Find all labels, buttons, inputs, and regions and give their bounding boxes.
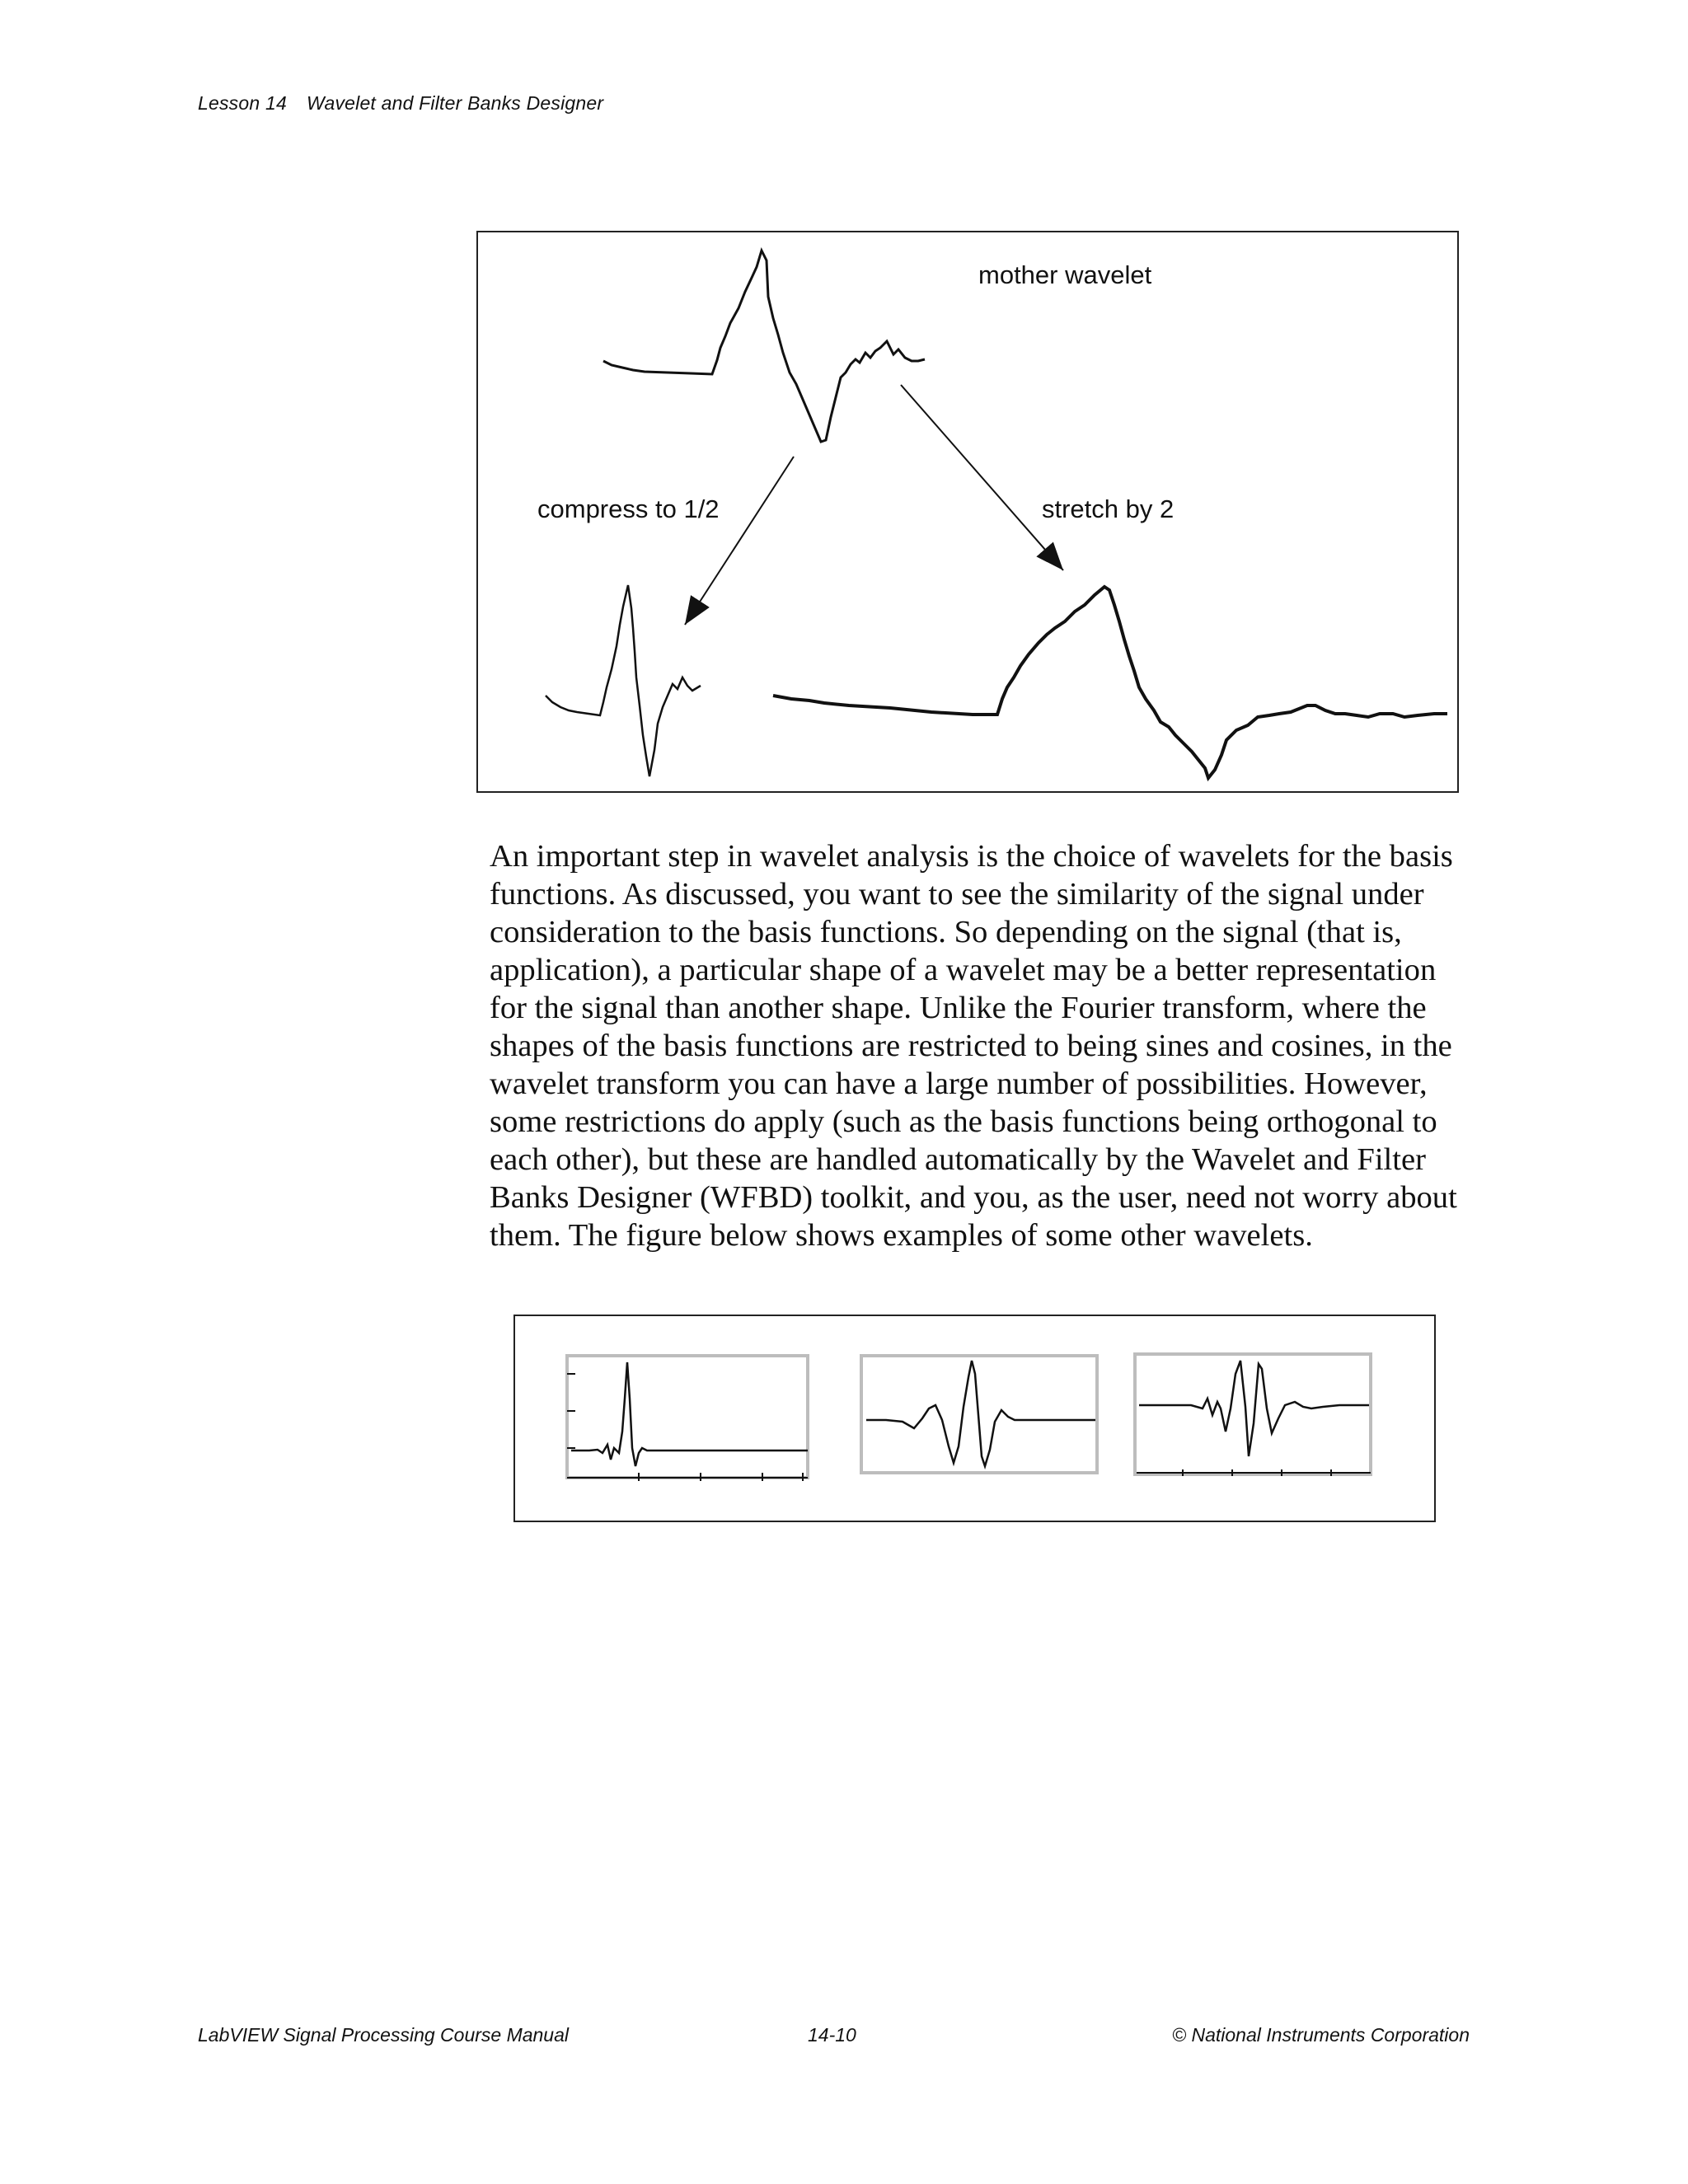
lesson-number: Lesson 14 bbox=[198, 92, 287, 114]
footer-copyright: © National Instruments Corporation bbox=[1172, 2024, 1470, 2046]
wavelet-plot-3 bbox=[1135, 1354, 1371, 1476]
wavelet-scaling-figure bbox=[476, 231, 1459, 793]
wavelet-plot-2 bbox=[861, 1356, 1097, 1473]
running-header bbox=[198, 92, 603, 115]
compressed-wavelet-curve bbox=[546, 585, 701, 776]
lesson-title: Wavelet and Filter Banks Designer bbox=[306, 92, 604, 114]
body-paragraph: An important step in wavelet analysis is the choice of wavelets for the basis functions. As discussed, you want to see the similarity of the signal under consideration to the basis functions. So depending on the signal (that is, application), a particular shape of a wavelet may be a better representation for the signal than another shape. Unlike the Fourier transform, where the shapes of the basis functions are restricted to being sines and cosines, in the wavelet transform you can have a large number of possibilities. However, some restrictions do apply (such as the basis functions being orthogonal to each other), but these are handled automatically by the Wavelet and Filter Banks Designer (WFBD) toolkit, and you, as the user, need not worry about them. The figure below shows examples of some other wavelets. bbox=[490, 839, 1457, 1253]
stretched-wavelet-curve bbox=[773, 587, 1447, 778]
mother-wavelet-label: mother wavelet bbox=[978, 260, 1152, 289]
wavelet-plot-1 bbox=[567, 1356, 808, 1481]
compress-arrow bbox=[685, 457, 794, 625]
compress-label: compress to 1/2 bbox=[537, 494, 720, 523]
other-wavelets-figure bbox=[513, 1315, 1436, 1522]
wavelet-scaling-drawing bbox=[478, 232, 1457, 791]
footer-manual-title: LabVIEW Signal Processing Course Manual bbox=[198, 2024, 570, 2046]
footer-page-number: 14-10 bbox=[808, 2024, 856, 2046]
mother-wavelet-curve bbox=[603, 251, 925, 442]
stretch-arrow bbox=[901, 385, 1063, 570]
stretch-label: stretch by 2 bbox=[1042, 494, 1175, 523]
other-wavelets-drawing bbox=[515, 1316, 1434, 1521]
